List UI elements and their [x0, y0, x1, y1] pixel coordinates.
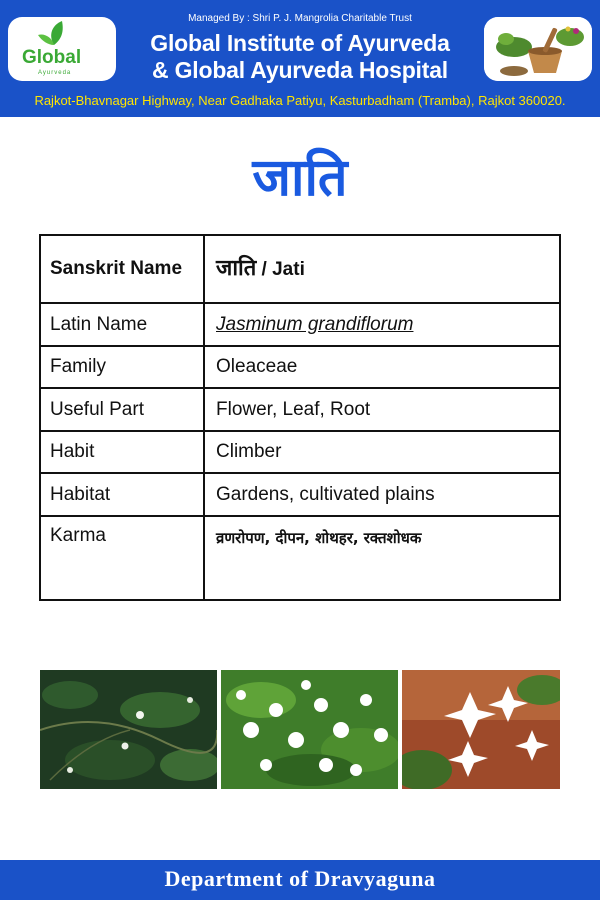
latin-name-value: Jasminum grandiflorum	[216, 313, 414, 335]
sanskrit-name-value	[207, 236, 559, 302]
table-row	[41, 389, 559, 432]
table-row	[41, 474, 559, 517]
table-row	[41, 517, 559, 599]
habit-value: Climber	[216, 441, 282, 462]
table-row	[41, 432, 559, 474]
sanskrit-name-latin: / Jati	[261, 259, 305, 280]
trust-line: Managed By : Shri P. J. Mangrolia Charitable Trust	[188, 13, 412, 24]
institute-title: Global Institute of Ayurveda	[150, 30, 450, 56]
latin-name-label: Latin Name	[41, 304, 205, 345]
useful-part-label: Useful Part	[41, 389, 205, 430]
useful-part-value: Flower, Leaf, Root	[216, 398, 371, 420]
logo-subtext: Ayurveda	[38, 70, 72, 76]
logo-text: Global	[22, 47, 82, 68]
address-line: Rajkot-Bhavnagar Highway, Near Gadhaka Patiyu, Kasturbadham (Tramba), Rajkot 360020.	[34, 93, 566, 108]
sanskrit-name-label: Sanskrit Name	[41, 236, 205, 302]
habitat-label: Habitat	[41, 474, 205, 515]
table-row	[41, 304, 559, 347]
sanskrit-name-devanagari: जाति	[216, 256, 257, 281]
jasmine-flower-cluster-photo	[221, 670, 398, 789]
hospital-title: & Global Ayurveda Hospital	[152, 57, 448, 83]
habitat-value: Gardens, cultivated plains	[216, 483, 435, 505]
herbal-mortar-image	[484, 17, 592, 81]
table-row	[41, 347, 559, 389]
family-value: Oleaceae	[216, 356, 298, 377]
plant-heading: जाति	[252, 148, 348, 208]
plant-info-table	[39, 234, 561, 601]
karma-value: व्रणरोपण, दीपन, शोथहर, रक्तशोधक	[216, 529, 422, 547]
jasmine-vine-photo	[40, 670, 217, 789]
department-footer: Department of Dravyaguna	[0, 860, 600, 900]
jasmine-flower-closeup-photo	[402, 670, 560, 789]
family-label: Family	[41, 347, 205, 387]
table-row-sanskrit-name	[41, 236, 559, 304]
karma-label: Karma	[41, 517, 205, 599]
habit-label: Habit	[41, 432, 205, 472]
header-banner	[0, 0, 600, 117]
